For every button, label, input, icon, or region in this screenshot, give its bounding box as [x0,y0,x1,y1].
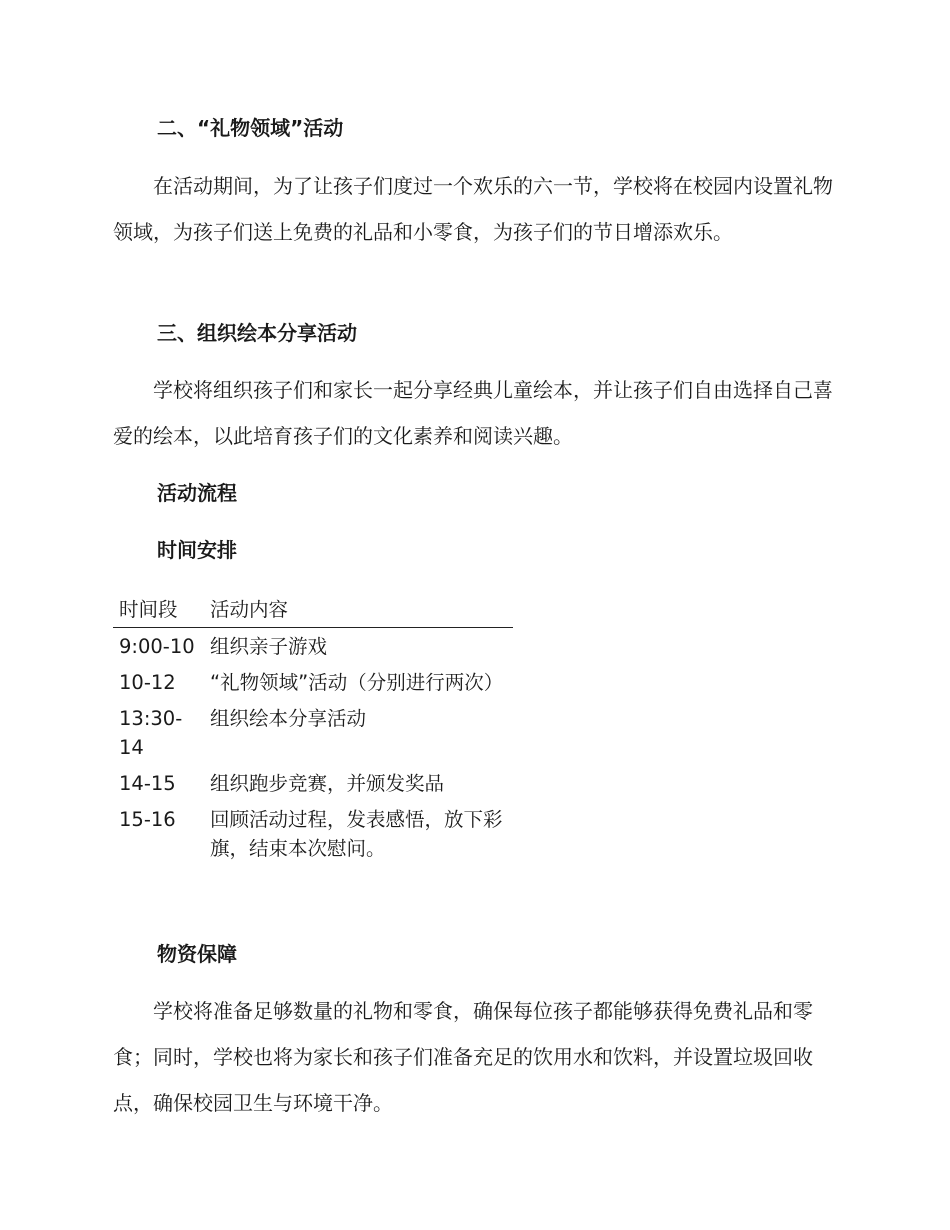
cell-time: 10-12 [119,671,176,694]
cell-activity: 组织绘本分享活动 [210,707,367,730]
cell-time: 13:30-14 [119,707,183,759]
cell-time: 15-16 [119,808,176,831]
paragraph-supplies: 学校将准备足够数量的礼物和零食，确保每位孩子都能够获得免费礼品和零食；同时，学校也将为家长和孩子们准备充足的饮用水和饮料，并设置垃圾回收点，确保校园卫生与环境干净。 [113,999,813,1115]
table-row [113,700,513,765]
table-row [113,801,513,866]
cell-activity: 组织跑步竞赛，并颁发奖品 [210,772,445,795]
section-heading-gift-zone: 二、“礼物领域”活动 [157,116,344,140]
section-heading-picture-book-sharing: 三、组织绘本分享活动 [157,321,357,345]
cell-time: 14-15 [119,772,176,795]
cell-activity: “礼物领域”活动（分别进行两次） [210,671,504,694]
table-header-row [113,594,513,628]
section-heading-supplies: 物资保障 [157,942,237,966]
table-row [113,664,513,700]
table-row [113,765,513,801]
column-header-time-slot: 时间段 [113,594,204,628]
section-heading-time-schedule: 时间安排 [157,538,237,562]
column-header-activity: 活动内容 [204,594,513,628]
table-row [113,628,513,665]
section-heading-activity-flow: 活动流程 [157,481,237,505]
schedule-table [113,594,513,866]
cell-activity: 组织亲子游戏 [210,635,328,658]
paragraph-picture-book-sharing: 学校将组织孩子们和家长一起分享经典儿童绘本，并让孩子们自由选择自己喜爱的绘本，以此培育孩子们的文化素养和阅读兴趣。 [113,378,833,448]
cell-activity: 回顾活动过程，发表感悟，放下彩旗，结束本次慰问。 [210,808,503,860]
paragraph-gift-zone: 在活动期间，为了让孩子们度过一个欢乐的六一节，学校将在校园内设置礼物领域，为孩子们送上免费的礼品和小零食，为孩子们的节日增添欢乐。 [113,174,833,244]
cell-time: 9:00-10 [119,635,195,658]
